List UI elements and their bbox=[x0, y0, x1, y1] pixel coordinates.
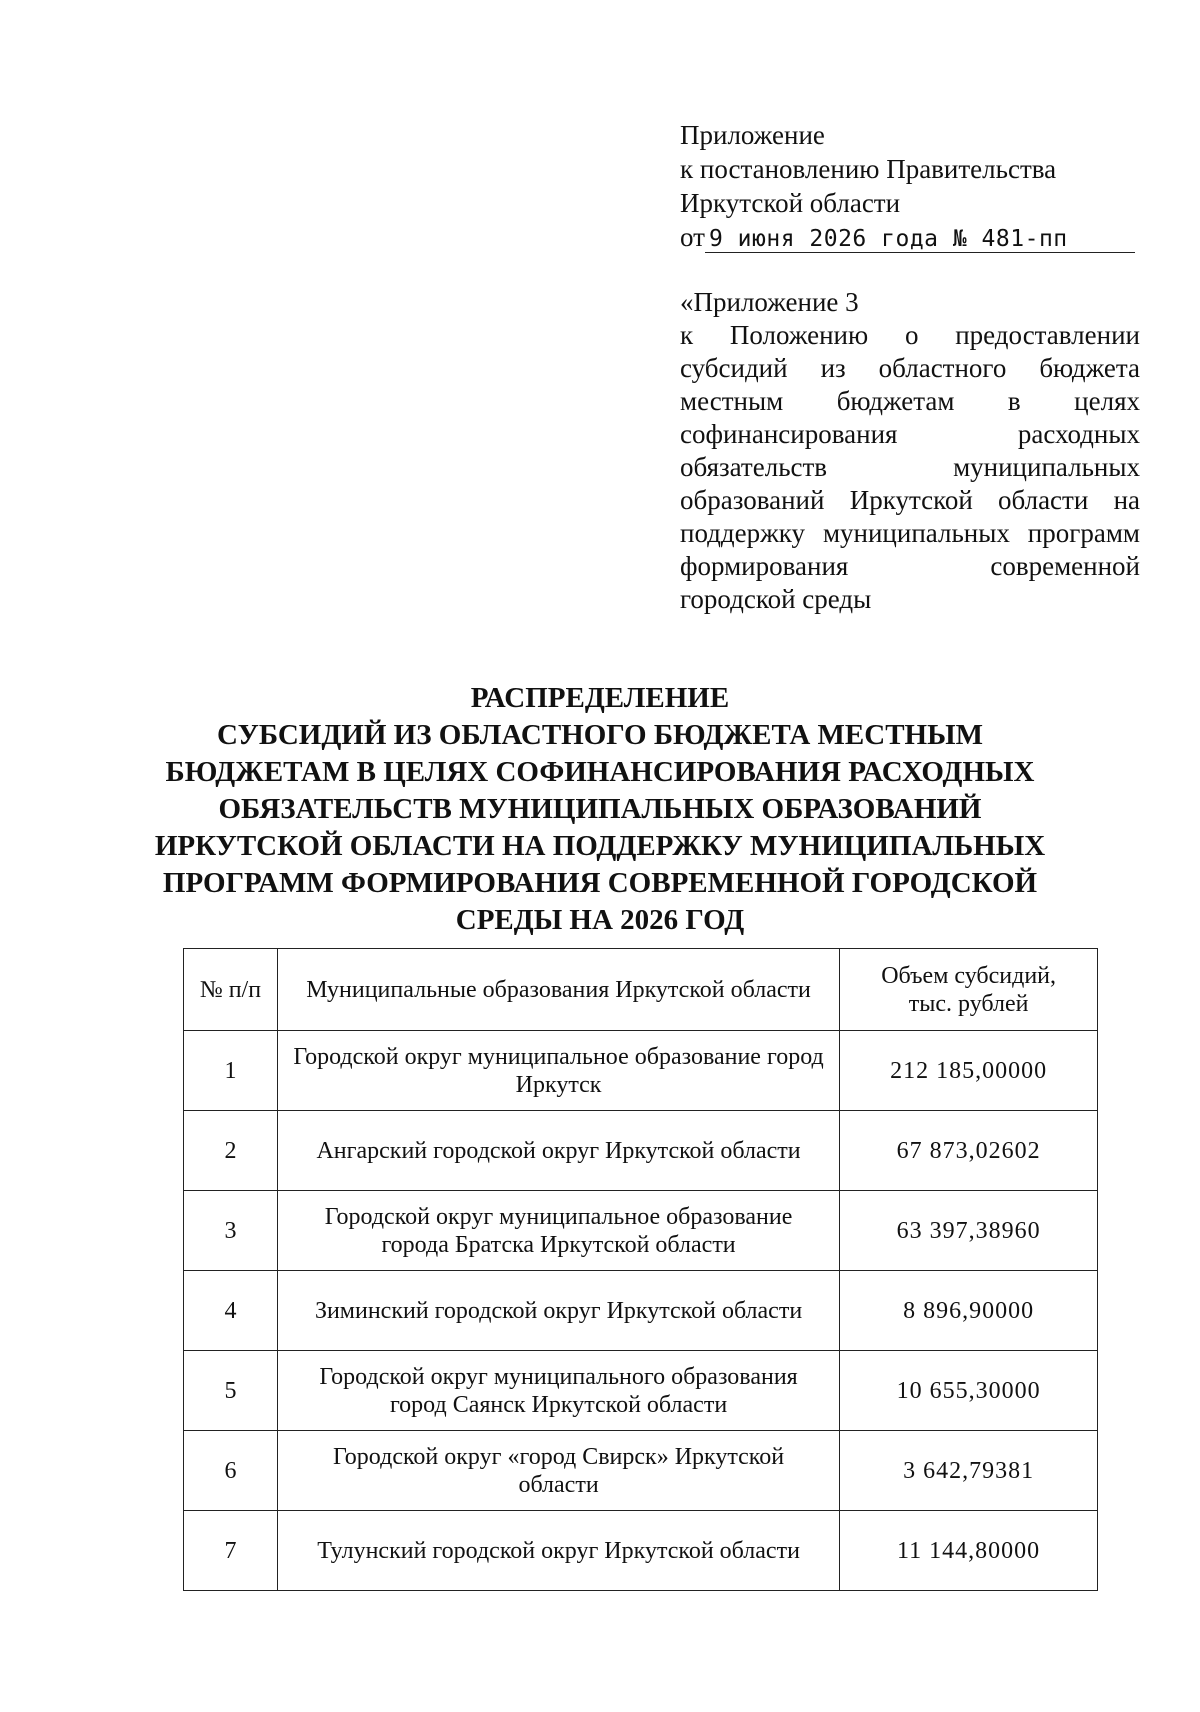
appendix-line: поддержку муниципальных программ bbox=[680, 518, 1140, 548]
title-line: ОБЯЗАТЕЛЬСТВ МУНИЦИПАЛЬНЫХ ОБРАЗОВАНИЙ bbox=[218, 793, 982, 825]
row-number: 3 bbox=[184, 1191, 278, 1271]
appendix-reference bbox=[680, 286, 1140, 616]
municipality-line: Городской округ муниципальное образование bbox=[324, 1203, 793, 1230]
header-number: № п/п bbox=[184, 949, 278, 1031]
municipality-line: Зиминский городской округ Иркутской области bbox=[314, 1297, 803, 1324]
municipality-line: Городской округ «город Свирск» Иркутской bbox=[333, 1443, 785, 1470]
resolution-header bbox=[680, 118, 1140, 254]
row-number: 2 bbox=[184, 1111, 278, 1191]
municipality-line: Городской округ муниципальное образование город bbox=[293, 1043, 824, 1070]
table-row bbox=[184, 1191, 1098, 1271]
header-line: Иркутской области bbox=[680, 188, 901, 218]
subsidy-distribution-table bbox=[183, 948, 1098, 1591]
row-amount: 11 144,80000 bbox=[840, 1511, 1098, 1591]
header-amount bbox=[840, 949, 1098, 1031]
row-municipality bbox=[277, 1511, 839, 1591]
row-municipality bbox=[277, 1191, 839, 1271]
document-title bbox=[150, 680, 1050, 939]
municipality-line: Городской округ муниципального образования bbox=[319, 1363, 798, 1390]
row-number: 1 bbox=[184, 1031, 278, 1111]
header-line: Приложение bbox=[680, 120, 825, 150]
row-amount: 67 873,02602 bbox=[840, 1111, 1098, 1191]
table-row bbox=[184, 1271, 1098, 1351]
table-row bbox=[184, 1511, 1098, 1591]
municipality-line: Тулунский городской округ Иркутской области bbox=[317, 1537, 800, 1564]
title-line: РАСПРЕДЕЛЕНИЕ bbox=[470, 682, 730, 714]
appendix-line: городской среды bbox=[680, 584, 872, 614]
appendix-title: «Приложение 3 bbox=[680, 287, 859, 317]
row-number: 6 bbox=[184, 1431, 278, 1511]
row-municipality bbox=[277, 1351, 839, 1431]
title-line: ПРОГРАММ ФОРМИРОВАНИЯ СОВРЕМЕННОЙ ГОРОДСКОЙ bbox=[162, 867, 1038, 899]
title-line: СУБСИДИЙ ИЗ ОБЛАСТНОГО БЮДЖЕТА МЕСТНЫМ bbox=[217, 719, 983, 751]
resolution-date-value: 9 июня 2026 года № 481-пп bbox=[705, 226, 1135, 253]
table-header-row bbox=[184, 949, 1098, 1031]
date-prefix: от bbox=[680, 222, 705, 252]
header-amount-line: Объем субсидий, bbox=[881, 962, 1057, 989]
municipality-line: города Братска Иркутской области bbox=[381, 1231, 736, 1258]
municipality-line: город Саянск Иркутской области bbox=[389, 1391, 728, 1418]
row-amount: 63 397,38960 bbox=[840, 1191, 1098, 1271]
title-line: СРЕДЫ НА 2026 ГОД bbox=[455, 904, 745, 936]
appendix-line: к Положению о предоставлении bbox=[680, 320, 1140, 350]
row-amount: 212 185,00000 bbox=[840, 1031, 1098, 1111]
municipality-line: Иркутск bbox=[515, 1071, 602, 1098]
header-municipality: Муниципальные образования Иркутской области bbox=[277, 949, 839, 1031]
table-row bbox=[184, 1031, 1098, 1111]
appendix-line: местным бюджетам в целях bbox=[680, 386, 1140, 416]
title-line: БЮДЖЕТАМ В ЦЕЛЯХ СОФИНАНСИРОВАНИЯ РАСХОДНЫХ bbox=[165, 756, 1035, 788]
row-municipality bbox=[277, 1271, 839, 1351]
table-row bbox=[184, 1111, 1098, 1191]
row-municipality bbox=[277, 1031, 839, 1111]
row-amount: 10 655,30000 bbox=[840, 1351, 1098, 1431]
row-municipality bbox=[277, 1111, 839, 1191]
row-municipality bbox=[277, 1431, 839, 1511]
municipality-line: Ангарский городской округ Иркутской области bbox=[316, 1137, 801, 1164]
table-row bbox=[184, 1351, 1098, 1431]
header-line: к постановлению Правительства bbox=[680, 154, 1057, 184]
appendix-line: субсидий из областного бюджета bbox=[680, 353, 1140, 383]
resolution-date-line bbox=[680, 220, 1140, 254]
municipality-line: области bbox=[518, 1471, 599, 1498]
row-number: 4 bbox=[184, 1271, 278, 1351]
header-amount-line: тыс. рублей bbox=[908, 990, 1029, 1017]
row-amount: 3 642,79381 bbox=[840, 1431, 1098, 1511]
appendix-line: образований Иркутской области на bbox=[680, 485, 1140, 515]
row-number: 7 bbox=[184, 1511, 278, 1591]
table-row bbox=[184, 1431, 1098, 1511]
appendix-line: формирования современной bbox=[680, 551, 1140, 581]
appendix-line: софинансирования расходных bbox=[680, 419, 1140, 449]
row-amount: 8 896,90000 bbox=[840, 1271, 1098, 1351]
appendix-line: обязательств муниципальных bbox=[680, 452, 1140, 482]
title-line: ИРКУТСКОЙ ОБЛАСТИ НА ПОДДЕРЖКУ МУНИЦИПАЛЬНЫХ bbox=[154, 830, 1046, 862]
row-number: 5 bbox=[184, 1351, 278, 1431]
